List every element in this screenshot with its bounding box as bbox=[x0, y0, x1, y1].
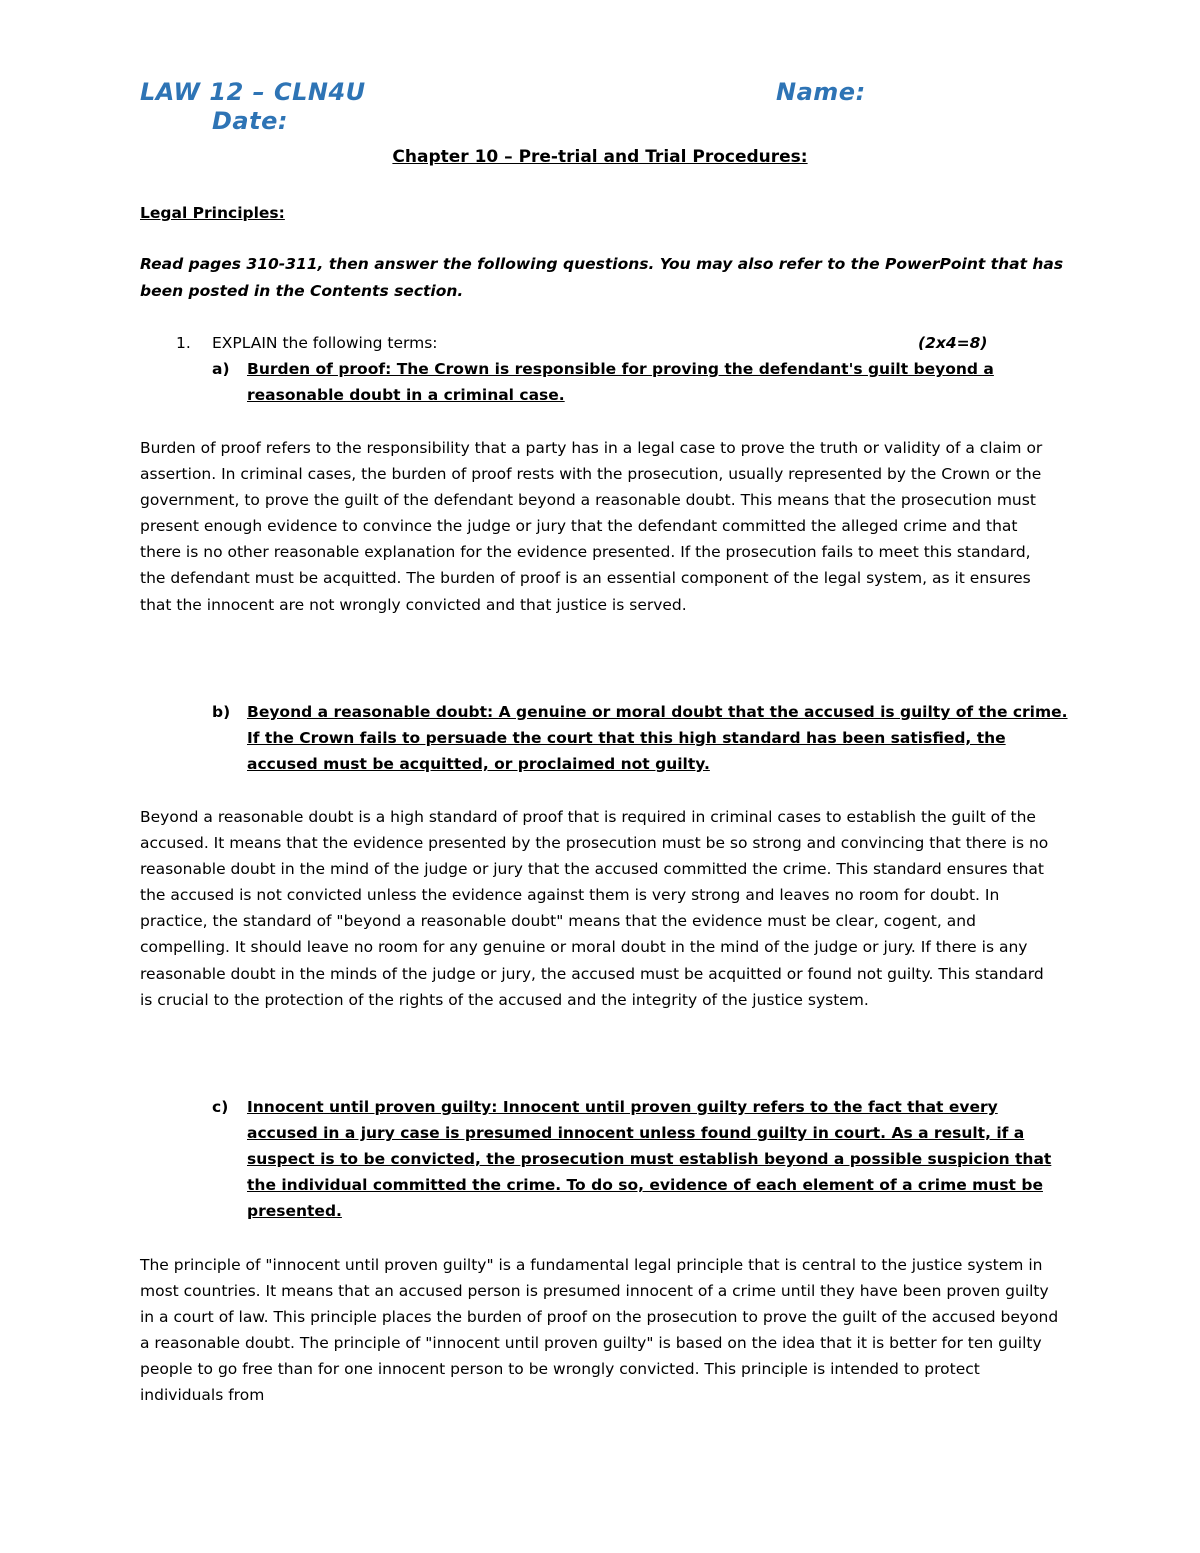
term-item bbox=[212, 699, 1072, 777]
term-definition: Burden of proof: The Crown is responsible for proving the defendant's guilt beyond a reasonable doubt in a criminal case. bbox=[247, 360, 994, 404]
term-label: b) bbox=[212, 703, 231, 721]
term-definition: Beyond a reasonable doubt: A genuine or moral doubt that the accused is guilty of the crime. If the Crown fails to persuade the court that this high standard has been satisfied, the accused must be acquitted, or proclaimed not guilty. bbox=[247, 703, 1068, 773]
term-label: a) bbox=[212, 360, 230, 378]
question-text: EXPLAIN the following terms: bbox=[212, 334, 438, 352]
term-label: c) bbox=[212, 1098, 229, 1116]
name-label: Name: bbox=[776, 78, 866, 106]
section-heading: Legal Principles: bbox=[140, 204, 285, 222]
term-definition: Innocent until proven guilty: Innocent until proven guilty refers to the fact that every accused in a jury case is presumed innocent unless found guilty in court. As a result, if a suspect is to be convicted, the prosecution must establish beyond a possible suspicion that the individual committed the crime. To do so, evidence of each element of a crime must be presented. bbox=[247, 1098, 1052, 1220]
question-number: 1. bbox=[176, 334, 191, 352]
term-answer: Burden of proof refers to the responsibility that a party has in a legal case to prove the truth or validity of a claim or assertion. In criminal cases, the burden of proof rests with the prosecution, usually represented by the Crown or the government, to prove the guilt of the defendant beyond a reasonable doubt. This means that the prosecution must present enough evidence to convince the judge or jury that the defendant committed the alleged crime and that there is no other reasonable explanation for the evidence presented. If the prosecution fails to meet this standard, the defendant must be acquitted. The burden of proof is an essential component of the legal system, as it ensures that the innocent are not wrongly convicted and that justice is served. bbox=[140, 439, 1043, 614]
date-label: Date: bbox=[212, 107, 288, 135]
page-title: Chapter 10 – Pre-trial and Trial Procedures: bbox=[392, 147, 808, 167]
instructions: Read pages 310-311, then answer the following questions. You may also refer to the PowerPoint that has been posted in the Contents section. bbox=[140, 255, 1064, 300]
term-item bbox=[212, 356, 1072, 408]
term-item bbox=[212, 1094, 1072, 1224]
term-answer: The principle of "innocent until proven guilty" is a fundamental legal principle that is central to the justice system in most countries. It means that an accused person is presumed innocent of a crime until they have been proven guilty in a court of law. This principle places the burden of proof on the prosecution to prove the guilt of the accused beyond a reasonable doubt. The principle of "innocent until proven guilty" is based on the idea that it is better for ten guilty people to go free than for one innocent person to be wrongly convicted. This principle is intended to protect individuals from bbox=[140, 1256, 1059, 1405]
term-answer: Beyond a reasonable doubt is a high standard of proof that is required in criminal cases to establish the guilt of the accused. It means that the evidence presented by the prosecution must be so strong and convincing that there is no reasonable doubt in the mind of the judge or jury that the accused committed the crime. This standard ensures that the accused is not convicted unless the evidence against them is very strong and leaves no room for doubt. In practice, the standard of "beyond a reasonable doubt" means that the evidence must be clear, cogent, and compelling. It should leave no room for any genuine or moral doubt in the mind of the judge or jury. If there is any reasonable doubt in the minds of the judge or jury, the accused must be acquitted or found not guilty. This standard is crucial to the protection of the rights of the accused and the integrity of the justice system. bbox=[140, 808, 1049, 1009]
course-code: LAW 12 – CLN4U bbox=[140, 78, 366, 106]
question-marks: (2x4=8) bbox=[918, 334, 988, 352]
